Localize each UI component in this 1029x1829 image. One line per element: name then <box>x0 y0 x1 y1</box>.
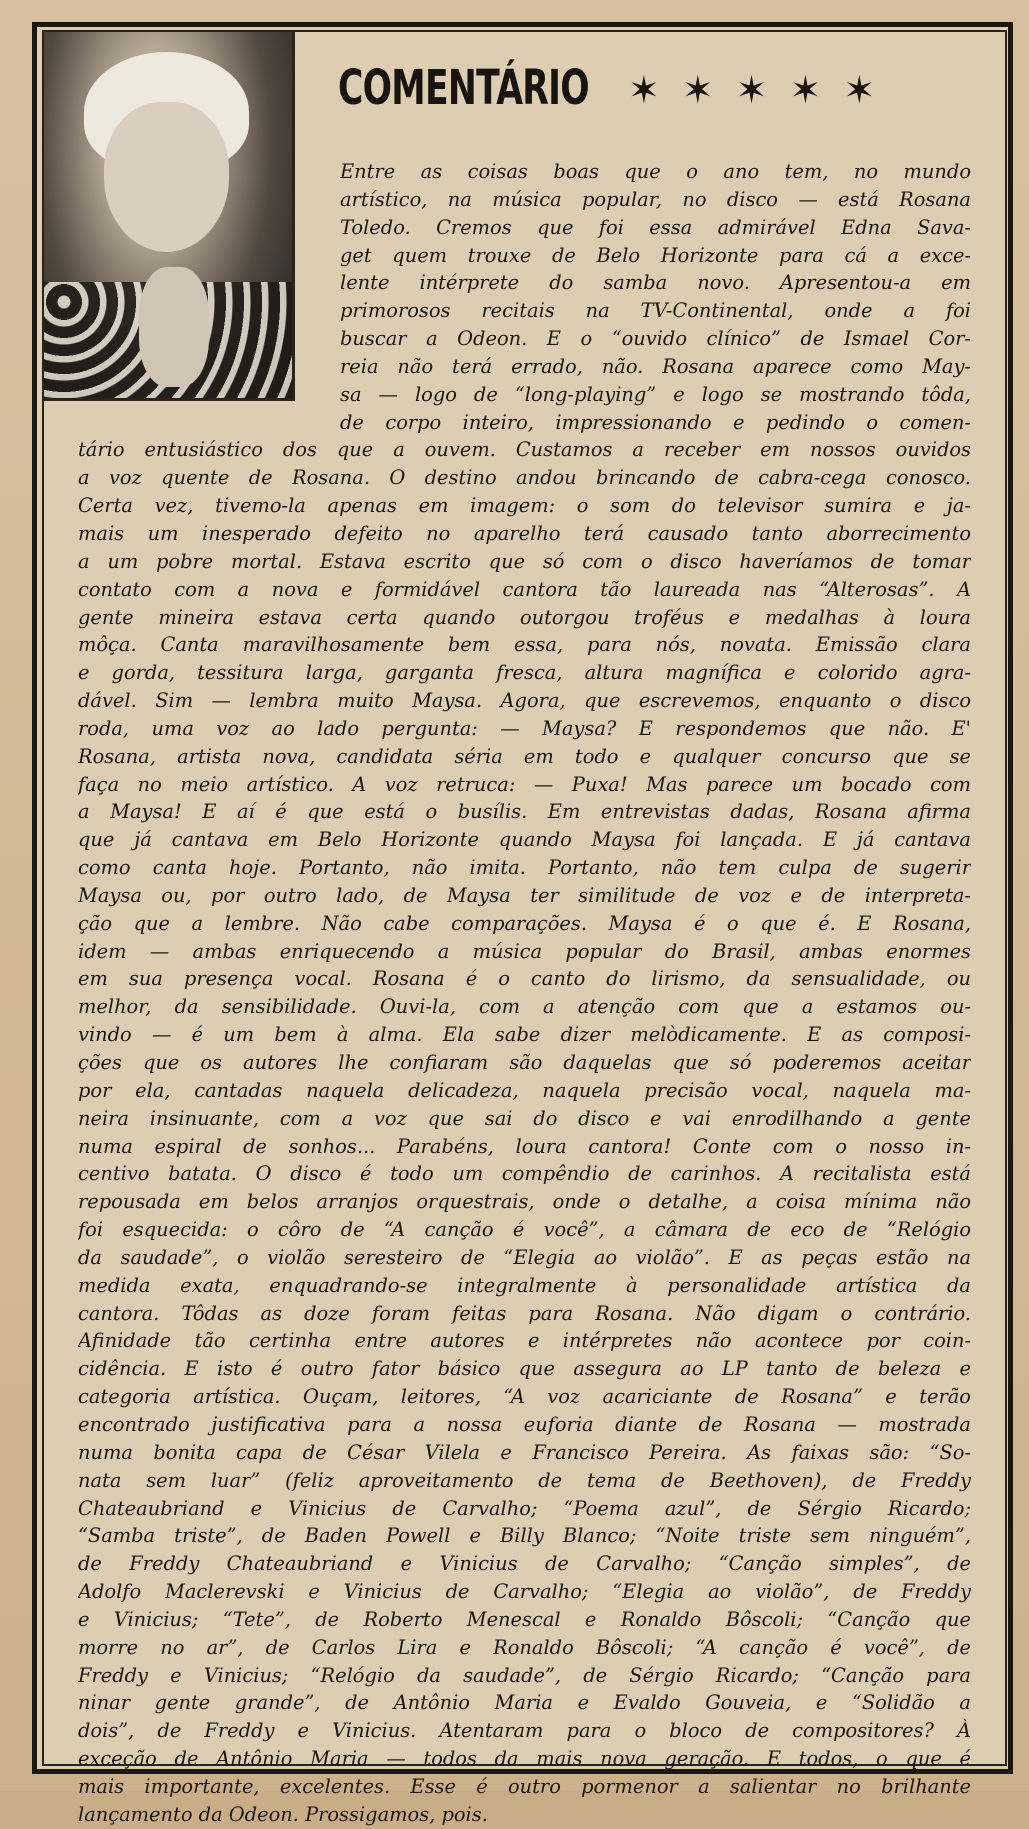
article-line: gente mineira estava certa quando outorgou troféus e medalhas à loura <box>78 605 971 629</box>
rating-stars: ✶✶✶✶✶ <box>628 68 898 112</box>
article-line: da saudade”, o violão seresteiro de “Elegia ao violão”. E as peças estão na <box>78 1245 971 1269</box>
article-line: repousada em belos arranjos orquestrais, onde o detalhe, a coisa mínima não <box>78 1190 971 1214</box>
article-line: Certa vez, tivemo-la apenas em imagem: o som do televisor sumira e ja- <box>78 494 971 518</box>
article-line: vindo — é um bem à alma. Ela sabe dizer melòdicamente. E as composi- <box>78 1023 971 1047</box>
article-line: lançamento da Odeon. Prossigamos, pois. <box>78 1802 488 1826</box>
article-line: Adolfo Maclerevski e Vinicius de Carvalho; “Elegia ao violão”, de Freddy <box>78 1580 971 1604</box>
article-line: primorosos recitais na TV-Continental, onde a foi <box>340 299 971 323</box>
article-line: idem — ambas enriquecendo a música popular do Brasil, ambas enormes <box>78 939 971 963</box>
article-title: COMENTÁRIO <box>338 60 589 116</box>
article-line: contato com a nova e formidável cantora tão laureada nas “Alterosas”. A <box>78 577 971 601</box>
article-line: cidência. E isto é outro fator básico que assegura ao LP tanto de beleza e <box>78 1357 971 1381</box>
article-line: cantora. Tôdas as doze foram feitas para Rosana. Não digam o contrário. <box>78 1301 971 1325</box>
article-line: por ela, cantadas naquela delicadeza, naquela precisão vocal, naquela ma- <box>78 1078 971 1102</box>
article-line: nata sem luar” (feliz aproveitamento de tema de Beethoven), de Freddy <box>78 1468 971 1492</box>
article-line: a Maysa! E aí é que está o busílis. Em entrevistas dadas, Rosana afirma <box>78 800 971 824</box>
article-line: Maysa ou, por outro lado, de Maysa ter similitude de voz e de interpreta- <box>78 883 971 907</box>
article-line: lente intérprete do samba novo. Apresentou-a em <box>340 271 971 295</box>
article-line: ções que os autores lhe confiaram são daquelas que só poderemos aceitar <box>78 1051 971 1074</box>
article-line: de corpo inteiro, impressionando e pedindo o comen- <box>340 410 971 434</box>
article-line: medida exata, enquadrando-se integralmente à personalidade artística da <box>78 1273 971 1297</box>
article-line: encontrado justificativa para a nossa euforia diante de Rosana — mostrada <box>78 1412 971 1436</box>
article-line: foi esquecida: o côro de “A canção é você”, a câmara de eco de “Relógio <box>78 1218 971 1242</box>
article-line: numa espiral de sonhos... Parabéns, loura cantora! Conte com o nosso in- <box>78 1134 971 1158</box>
article-line: neira insinuante, com a voz que sai do disco e vai enrodilhando a gente <box>78 1106 971 1130</box>
article-line: dável. Sim — lembra muito Maysa. Agora, que escrevemos, enquanto o disco <box>78 689 971 713</box>
article-line: de Freddy Chateaubriand e Vinicius de Carvalho; “Canção simples”, de <box>78 1552 971 1576</box>
article-line: Freddy e Vinicius; “Relógio da saudade”, de Sérgio Ricardo; “Canção para <box>78 1663 971 1687</box>
article-line: reia não terá errado, não. Rosana aparece como May- <box>340 354 971 378</box>
article-line: Chateaubriand e Vinicius de Carvalho; “Poema azul”, de Sérgio Ricardo; <box>78 1496 971 1520</box>
article-body <box>78 158 971 1829</box>
article-line: buscar a Odeon. E o “ouvido clínico” de Ismael Cor- <box>340 327 971 351</box>
article-line: categoria artística. Ouçam, leitores, “A voz acariciante de Rosana” e terão <box>78 1385 971 1409</box>
article-line: que já cantava em Belo Horizonte quando Maysa foi lançada. E já cantava <box>78 828 971 852</box>
article-line: môça. Canta maravilhosamente bem essa, para nós, novata. Emissão clara <box>78 633 971 657</box>
article-line: tário entusiástico dos que a ouvem. Custamos a receber em nossos ouvidos <box>78 438 971 462</box>
article-line: em sua presença vocal. Rosana é o canto do lirismo, da sensualidade, ou <box>78 967 971 991</box>
article-line: Afinidade tão certinha entre autores e intérpretes não acontece por coin- <box>78 1329 971 1353</box>
article-line: ção que a lembre. Não cabe comparações. Maysa é o que é. E Rosana, <box>78 911 971 935</box>
article-line: mais um inesperado defeito no aparelho terá causado tanto aborrecimento <box>78 521 971 545</box>
article-line: roda, uma voz ao lado pergunta: — Maysa? E respondemos que não. E' <box>78 716 971 740</box>
article-line: Toledo. Cremos que foi essa admirável Edna Sava- <box>340 215 971 239</box>
article-line: exceção de Antônio Maria — todos da mais nova geração. E todos, o que é <box>78 1747 971 1771</box>
article-line: Rosana, artista nova, candidata séria em todo e qualquer concurso que se <box>78 744 971 768</box>
article-line: mais importante, excelentes. Esse é outro pormenor a salientar no brilhante <box>78 1774 971 1798</box>
article-line: como canta hoje. Portanto, não imita. Portanto, não tem culpa de sugerir <box>78 856 971 880</box>
article-line: Entre as coisas boas que o ano tem, no mundo <box>340 160 971 183</box>
article-line: sa — logo de “long-playing” e logo se mostrando tôda, <box>340 382 971 406</box>
article-line: numa bonita capa de César Vilela e Francisco Pereira. As faixas são: “So- <box>78 1440 971 1464</box>
article-line: melhor, da sensibilidade. Ouvi-la, com a atenção com que a estamos ou- <box>78 995 971 1019</box>
article-line: “Samba triste”, de Baden Powell e Billy Blanco; “Noite triste sem ninguém”, <box>78 1524 971 1548</box>
article-line: morre no ar”, de Carlos Lira e Ronaldo Bôscoli; “A canção é você”, de <box>78 1635 971 1659</box>
article-line: get quem trouxe de Belo Horizonte para cá a exce- <box>340 243 971 267</box>
article-line: ninar gente grande”, de Antônio Maria e Evaldo Gouveia, e “Solidão a <box>78 1691 971 1715</box>
article-line: e Vinicius; “Tete”, de Roberto Menescal e Ronaldo Bôscoli; “Canção que <box>78 1607 971 1631</box>
article-line: a voz quente de Rosana. O destino andou brincando de cabra-cega conosco. <box>78 466 971 490</box>
article-line: dois”, de Freddy e Vinicius. Atentaram para o bloco de compositores? À <box>78 1719 971 1743</box>
article-line: centivo batata. O disco é todo um compêndio de carinhos. A recitalista está <box>78 1162 971 1186</box>
article-line: artístico, na música popular, no disco — está Rosana <box>340 187 971 211</box>
article-line: e gorda, tessitura larga, garganta fresca, altura magnífica e colorido agra- <box>78 661 971 685</box>
article-line: faça no meio artístico. A voz retruca: — Puxa! Mas parece um bocado com <box>78 772 971 796</box>
article-line: a um pobre mortal. Estava escrito que só com o disco haveríamos de tomar <box>78 549 971 573</box>
